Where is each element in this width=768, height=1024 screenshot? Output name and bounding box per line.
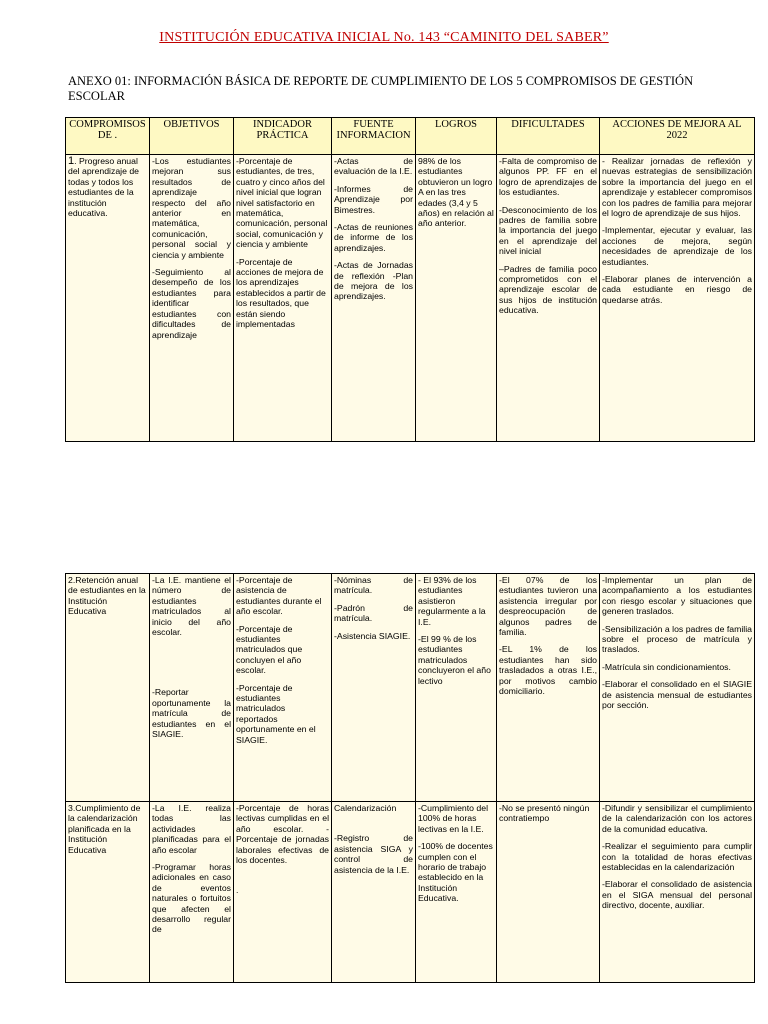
objetivo-item: -La I.E. mantiene el número de estudiantes matriculados al inicio del año escolar.: [152, 575, 231, 638]
fuente-item: Calendarización: [334, 803, 397, 813]
indicador-cell: [234, 574, 332, 802]
accion-item: -Matrícula sin condicionamientos.: [602, 661, 731, 672]
logro-item: 98% de los estudiantes obtuvieron un logro A en las tres edades (3,4 y 5 años) en relación al año anterior.: [418, 156, 494, 229]
fuente-item: -Padrón de matrícula.: [334, 602, 413, 624]
objetivos-cell: [150, 155, 234, 442]
header-fuente: FUENTE INFORMACION: [332, 118, 416, 155]
indicador-cell: [234, 802, 332, 983]
compromiso-number: 1: [68, 155, 75, 167]
indicador-item: -Porcentaje de acciones de mejora de los aprendizajes establecidos a partir de los resultados, que están siendo implementadas: [236, 256, 326, 330]
accion-item: -Elaborar el consolidado de asistencia en el SIGA mensual del personal directivo, docente, auxiliar.: [602, 879, 752, 911]
objetivos-cell: [150, 802, 234, 983]
objetivo-item: -Programar horas adicionales en caso de eventos naturales o fortuitos que afecten el desarrollo regular de: [152, 862, 231, 935]
logros-cell: [416, 574, 497, 802]
fuente-item: -Informes de Aprendizaje por Bimestres.: [334, 183, 413, 215]
logro-item: - El 93% de los estudiantes asistieron regularmente a la I.E.: [418, 575, 486, 627]
dificultades-cell: [497, 574, 600, 802]
fuente-item: -Nóminas de matrícula.: [334, 575, 413, 596]
annex-heading: ANEXO 01: INFORMACIÓN BÁSICA DE REPORTE DE CUMPLIMIENTO DE LOS 5 COMPROMISOS DE GESTIÓN ESCOLAR: [68, 74, 694, 103]
dificultad-item: -Desconocimiento de los padres de familia sobre la importancia del juego en el aprendizaje del nivel inicial: [499, 204, 597, 257]
objetivo-item: -La I.E. realiza todas las actividades planificadas para el año escolar: [152, 803, 231, 855]
compromiso-cell: [66, 574, 150, 802]
logro-item: -Cumplimiento del 100% de horas lectivas en la I.E.: [418, 803, 489, 834]
objetivo-item: -Los estudiantes mejoran sus resultados de aprendizaje respecto del año anterior en matemática, comunicación, personal social y ciencia y ambiente: [152, 156, 231, 260]
logro-item: -El 99 % de los estudiantes matriculados concluyeron el año lectivo: [418, 634, 491, 686]
dificultad-item: -Falta de compromiso de algunos PP. FF en el logro de aprendizajes de los estudiantes.: [499, 156, 597, 198]
indicador-item: -Porcentaje de estudiantes, de tres, cuatro y cinco años del nivel inicial que logran nivel satisfactorio en matemática, comunicación, personal social, comunicación y ciencia y ambiente: [236, 156, 328, 250]
accion-item: -Implementar un plan de acompañamiento a los estudiantes con riesgo escolar y situaciones que generen traslados.: [602, 575, 752, 617]
compromisos-table-bottom: [65, 573, 755, 983]
logros-cell: [416, 155, 497, 442]
dificultad-item: –Padres de familia poco comprometidos con el aprendizaje escolar de sus hijos de institución educativa.: [499, 263, 597, 316]
indicador-item: -Porcentaje de estudiantes matriculados reportados oportunamente en el SIAGIE.: [236, 682, 316, 745]
header-indicador: INDICADOR PRÁCTICA: [234, 118, 332, 155]
accion-item: - Realizar jornadas de reflexión y nuevas estrategias de sensibilización sobre la importancia del juego en el aprendizaje y establecer compromisos con los padres de familia para mejorar el logro de aprendizaje de sus hijos.: [602, 156, 752, 219]
compromiso-name: .Retención anual de estudiantes en la Institución Educativa: [68, 575, 146, 617]
compromiso-cell: [66, 155, 150, 442]
indicador-item: .: [236, 885, 239, 896]
compromiso-cell: [66, 802, 150, 983]
accion-item: -Sensibilización a los padres de familia sobre el proceso de matrícula y traslados.: [602, 623, 752, 655]
dificultades-cell: [497, 155, 600, 442]
fuente-item: -Registro de asistencia SIGA y control de asistencia de la I.E.: [334, 833, 413, 875]
indicador-item: -Porcentaje de asistencia de estudiantes durante el año escolar.: [236, 575, 322, 617]
accion-item: -Elaborar planes de intervención a cada estudiante en riesgo de quedarse atrás.: [602, 274, 752, 305]
fuente-cell: [332, 802, 416, 983]
accion-item: -Difundir y sensibilizar el cumplimiento de la calendarización con los actores de la comunidad educativa.: [602, 803, 752, 834]
objetivo-item: -Seguimiento al desempeño de los estudiantes para identificar estudiantes con dificultades de aprendizaje: [152, 267, 231, 340]
table-row: [66, 802, 755, 983]
accion-item: -Implementar, ejecutar y evaluar, las acciones de mejora, según necesidades de aprendizaje de los estudiantes.: [602, 225, 752, 267]
dificultad-item: -El 07% de los estudiantes tuvieron una asistencia irregular por despreocupación de algunos padres de familia.: [499, 575, 597, 638]
indicador-item: -Porcentaje de horas lectivas cumplidas en el año escolar. -Porcentaje de jornadas laborales efectivas de los docentes.: [236, 803, 329, 866]
indicador-cell: [234, 155, 332, 442]
logro-item: -100% de docentes cumplen con el horario de trabajo establecido en la Institución Educativa.: [418, 841, 493, 904]
table-row: [66, 155, 755, 442]
logros-cell: [416, 802, 497, 983]
fuente-item: -Asistencia SIAGIE.: [334, 630, 411, 641]
accion-item: -Elaborar el consolidado en el SIAGIE de asistencia mensual de estudiantes por sección.: [602, 679, 752, 711]
compromiso-number: 3: [68, 803, 73, 813]
header-logros: LOGROS: [416, 118, 497, 155]
indicador-item: -Porcentaje de estudiantes matriculados que concluyen el año escolar.: [236, 623, 303, 676]
compromiso-name: .Cumplimiento de la calendarización planificada en la Institución Educativa: [68, 803, 141, 855]
header-dificultades: DIFICULTADES: [497, 118, 600, 155]
header-acciones: ACCIONES DE MEJORA AL 2022: [600, 118, 755, 155]
compromisos-table-top: [65, 117, 755, 442]
header-objetivos: OBJETIVOS: [150, 118, 234, 155]
table-row: [66, 574, 755, 802]
dificultad-item: -No se presentó ningún contratiempo: [499, 803, 590, 824]
objetivo-item: -Reportar oportunamente la matrícula de estudiantes en el SIAGIE.: [152, 687, 231, 740]
fuente-cell: [332, 155, 416, 442]
table-header-row: [66, 118, 755, 155]
dificultades-cell: [497, 802, 600, 983]
acciones-cell: [600, 155, 755, 442]
acciones-cell: [600, 574, 755, 802]
fuente-item: -Actas de Jornadas de reflexión -Plan de mejora de los aprendizajes.: [334, 260, 413, 302]
fuente-cell: [332, 574, 416, 802]
compromiso-name: . Progreso anual del aprendizaje de todas y todos los estudiantes de la institución educativa.: [68, 156, 140, 219]
fuente-item: -Actas de evaluación de la I.E.: [334, 156, 413, 177]
accion-item: -Realizar el seguimiento para cumplir con la totalidad de horas efectivas establecidas en la calendarización: [602, 841, 752, 873]
page-title: INSTITUCIÓN EDUCATIVA INICIAL No. 143 “CAMINITO DEL SABER”: [159, 30, 609, 45]
fuente-item: -Actas de reuniones de informe de los aprendizajes.: [334, 222, 413, 253]
compromiso-number: 2: [68, 575, 73, 585]
dificultad-item: -EL 1% de los estudiantes han sido trasladados a otras I.E., por motivos cambio domiciliario.: [499, 644, 597, 697]
objetivos-cell: [150, 574, 234, 802]
header-compromisos: COMPROMISOS DE .: [66, 118, 150, 155]
acciones-cell: [600, 802, 755, 983]
